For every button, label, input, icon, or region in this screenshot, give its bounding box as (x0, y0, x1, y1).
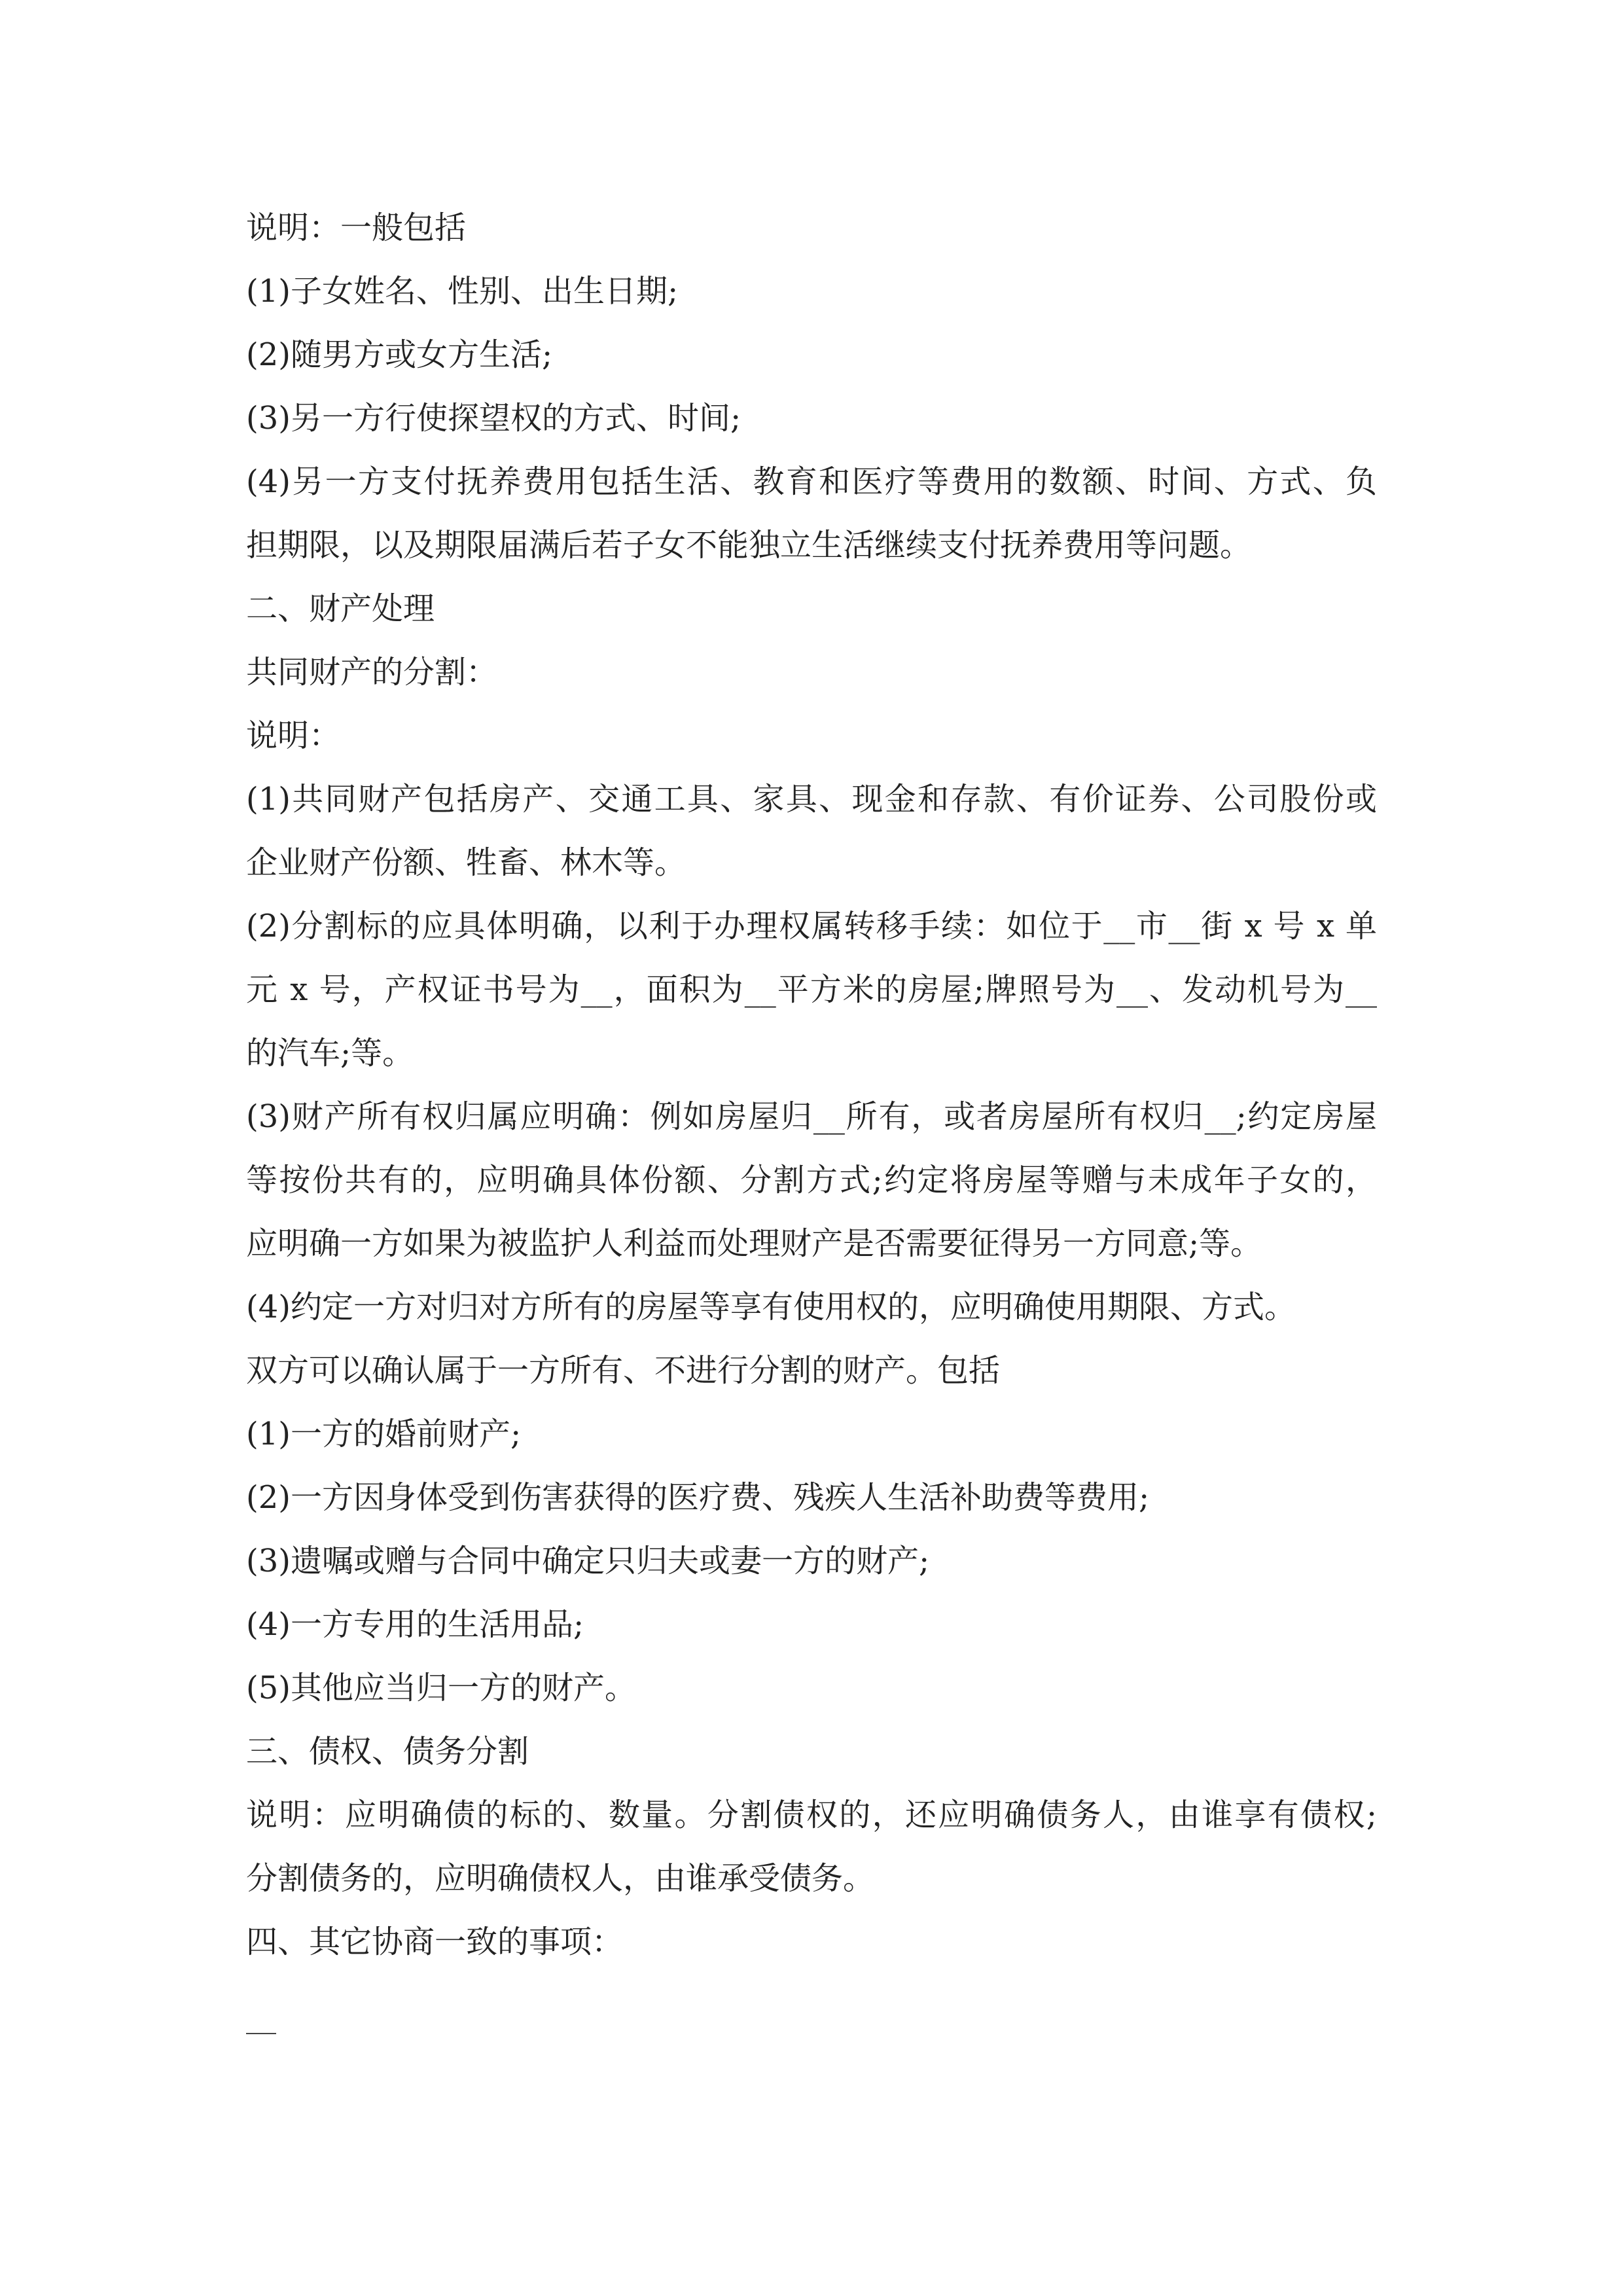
text-line: (4)另一方支付抚养费用包括生活、教育和医疗等费用的数额、时间、方式、负 (246, 463, 1377, 500)
text-line: (3)财产所有权归属应明确：例如房屋归__所有，或者房屋所有权归__;约定房屋 (246, 1098, 1377, 1135)
text-line: (1)共同财产包括房产、交通工具、家具、现金和存款、有价证券、公司股份或 (246, 781, 1377, 817)
text-line: 分割债务的，应明确债权人，由谁承受债务。 (246, 1860, 875, 1897)
section-heading: 三、债权、债务分割 (246, 1733, 529, 1770)
text-line: (4)一方专用的生活用品; (246, 1606, 584, 1643)
blank-fill-line (246, 2033, 276, 2034)
text-line: (1)一方的婚前财产; (246, 1416, 522, 1452)
text-line: 元 x 号，产权证书号为__，面积为__平方米的房屋;牌照号为__、发动机号为__ (246, 971, 1377, 1008)
text-line: 担期限，以及期限届满后若子女不能独立生活继续支付抚养费用等问题。 (246, 527, 1252, 564)
text-line: (5)其他应当归一方的财产。 (246, 1670, 636, 1706)
text-line: (1)子女姓名、性别、出生日期; (246, 273, 679, 310)
text-line: 的汽车;等。 (246, 1035, 414, 1071)
text-line: (4)约定一方对归对方所有的房屋等享有使用权的，应明确使用期限、方式。 (246, 1289, 1296, 1325)
text-line: (2)分割标的应具体明确，以利于办理权属转移手续：如位于__市__街 x 号 x 单 (246, 908, 1377, 944)
section-heading: 二、财产处理 (246, 590, 435, 627)
text-line: 说明：一般包括 (246, 209, 467, 246)
text-line: (2)随男方或女方生活; (246, 336, 553, 373)
text-line: (2)一方因身体受到伤害获得的医疗费、残疾人生活补助费等费用; (246, 1479, 1150, 1516)
text-line: 企业财产份额、牲畜、林木等。 (246, 844, 687, 881)
section-heading: 四、其它协商一致的事项： (246, 1924, 624, 1960)
text-line: (3)遗嘱或赠与合同中确定只归夫或妻一方的财产; (246, 1543, 930, 1579)
text-line: (3)另一方行使探望权的方式、时间; (246, 400, 741, 437)
text-line: 等按份共有的，应明确具体份额、分割方式;约定将房屋等赠与未成年子女的， (246, 1162, 1377, 1198)
text-line: 应明确一方如果为被监护人利益而处理财产是否需要征得另一方同意;等。 (246, 1225, 1262, 1262)
text-line: 双方可以确认属于一方所有、不进行分割的财产。包括 (246, 1352, 1001, 1389)
text-line: 共同财产的分割： (246, 654, 498, 691)
text-line: 说明： (246, 717, 341, 754)
document-body (246, 196, 1377, 1974)
text-line: 说明：应明确债的标的、数量。分割债权的，还应明确债务人，由谁享有债权; (246, 1797, 1377, 1833)
